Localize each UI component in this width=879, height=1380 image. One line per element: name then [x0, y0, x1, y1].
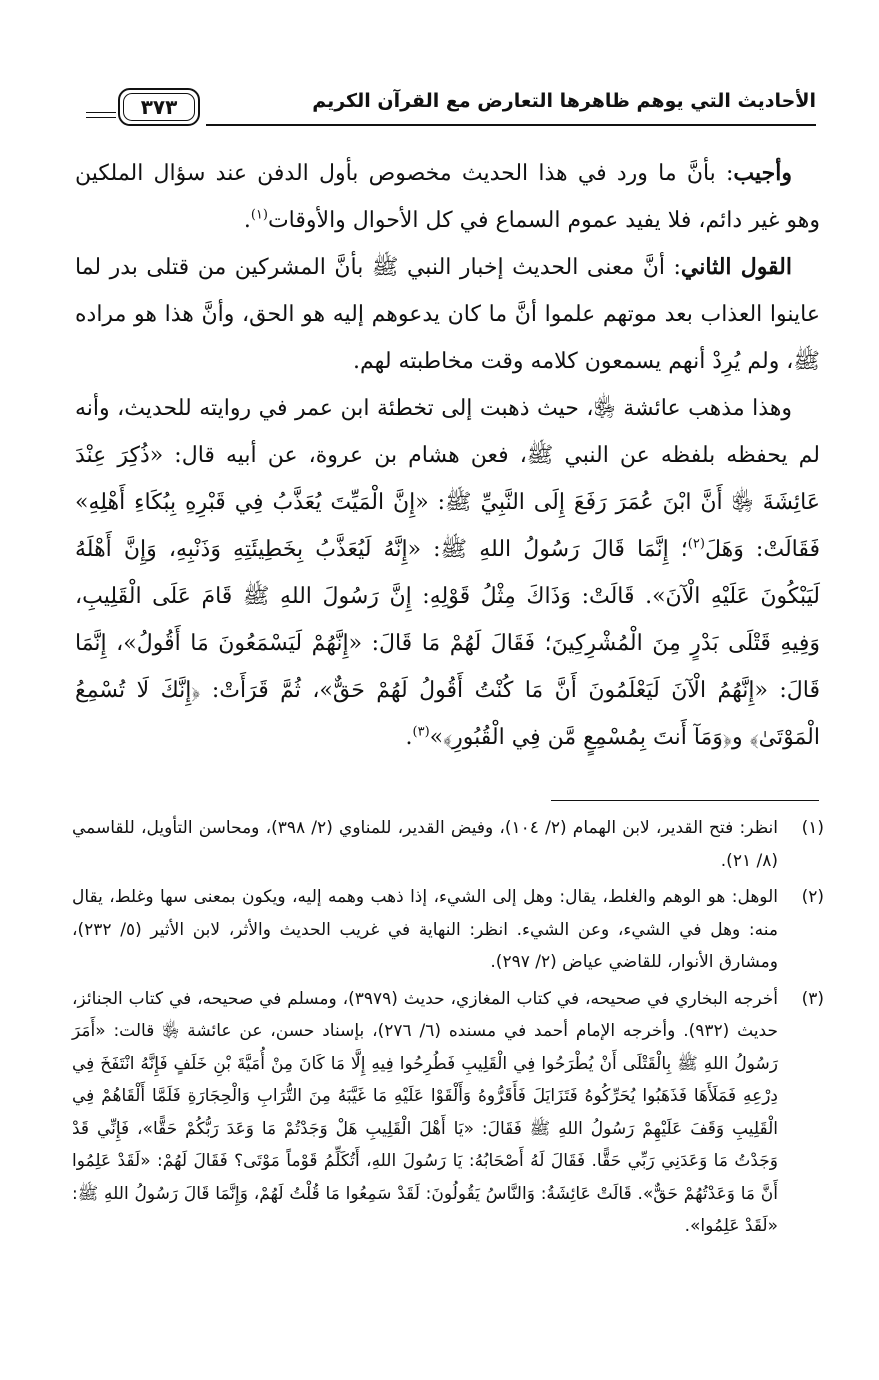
footnote-text: انظر: فتح القدير، لابن الهمام (٢/ ١٠٤)، وفيض القدير، للمناوي (٢/ ٣٩٨)، ومحاسن التأويل، للقاسمي (٨/ ٢١).: [72, 818, 778, 871]
footnote-text: أخرجه البخاري في صحيحه، في كتاب المغازي، حديث (٣٩٧٩)، ومسلم في صحيحه، في كتاب الجنائز، حديث (٩٣٢). وأخرجه الإمام أحمد في مسنده (٦/ ٢٧٦)، بإسناد حسن، عن عائشة ﵂ قالت: «أَمَرَ رَسُولُ اللهِ ﷺ بِالْقَتْلَى أَنْ يُطْرَحُوا فِي الْقَلِيبِ فَطُرِحُوا فِيهِ إِلَّا مَا كَانَ مِنْ أُمَيَّةَ بْنِ خَلَفٍ فَإِنَّهُ انْتَفَخَ فِي دِرْعِهِ فَمَلَأَهَا فَذَهَبُوا يُحَرِّكُوهُ فَتَزَايَلَ فَأَقَرُّوهُ وَأَلْقَوْا عَلَيْهِ مَا غَيَّبَهُ مِنَ التُّرَابِ وَالْحِجَارَةِ فَلَمَّا أَلْقَاهُمْ فِي الْقَلِيبِ وَقَفَ عَلَيْهِمْ رَسُولُ اللهِ ﷺ فَقَالَ: «يَا أَهْلَ الْقَلِيبِ هَلْ وَجَدْتُمْ مَا وَعَدَ رَبُّكُمْ حَقًّا»، فَإِنِّي قَدْ وَجَدْتُ مَا وَعَدَنِي رَبِّي حَقًّا. فَقَالَ لَهُ أَصْحَابُهُ: يَا رَسُولَ اللهِ، أَتُكَلِّمُ قَوْماً مَوْتَى؟ فَقَالَ لَهُمْ: «لَقَدْ عَلِمُوا أَنَّ مَا وَعَدْتُهُمْ حَقٌّ». قَالَتْ عَائِشَةُ: وَالنَّاسُ يَقُولُونَ: لَقَدْ سَمِعُوا مَا قُلْتُ لَهُمْ، وَإِنَّمَا قَالَ رَسُولُ اللهِ ﷺ: «لَقَدْ عَلِمُوا».: [72, 988, 778, 1236]
footnotes: [72, 812, 824, 1247]
aisha-view-text: وهذا مذهب عائشة ﵂، حيث ذهبت إلى تخطئة ابن عمر في روايته للحديث، وأنه لم يحفظه بلفظه عن النبي ﷺ، فعن هشام بن عروة، عن أبيه قال: «ذُكِرَ عِنْدَ عَائِشَةَ ﵂ أَنَّ ابْنَ عُمَرَ رَفَعَ إِلَى النَّبِيِّ ﷺ: «إِنَّ الْمَيِّتَ يُعَذَّبُ فِي قَبْرِهِ بِبُكَاءِ أَهْلِهِ» فَقَالَتْ: وَهَلَ: [75, 396, 820, 562]
footnote-2: [72, 881, 824, 979]
paragraph-answer: [75, 150, 820, 244]
aisha-view-end: .: [405, 725, 413, 750]
page-number-frame: [118, 88, 200, 126]
footnote-separator: [551, 800, 819, 801]
aisha-view-text-2: ؛ إِنَّمَا قَالَ رَسُولُ اللهِ ﷺ: «إِنَّهُ لَيُعَذَّبُ بِخَطِيئَتِهِ وَذَنْبِهِ، وَإِنَّ أَهْلَهُ لَيَبْكُونَ عَلَيْهِ الْآنَ». قَالَتْ: وَذَاكَ مِثْلُ قَوْلِهِ: إِنَّ رَسُولَ اللهِ ﷺ قَامَ عَلَى الْقَلِيبِ، وَفِيهِ قَتْلَى بَدْرٍ مِنَ الْمُشْرِكِينَ؛ فَقَالَ لَهُمْ مَا قَالَ: «إِنَّهُمْ لَيَسْمَعُونَ مَا أَقُولُ»، إِنَّمَا قَالَ: «إِنَّهُمُ الْآنَ لَيَعْلَمُونَ أَنَّ مَا كُنْتُ أَقُولُ لَهُمْ حَقٌّ»، ثُمَّ قَرَأَتْ: ﴿إِنَّكَ لَا تُسْمِعُ الْمَوْتَىٰ﴾ و﴿وَمَآ أَنتَ بِمُسْمِعٍ مَّن فِي الْقُبُورِ﴾»: [75, 537, 820, 750]
paragraph-second-opinion: [75, 244, 820, 385]
footnote-1: [72, 812, 824, 877]
footnote-number: (١): [801, 818, 824, 838]
footnote-text: الوهل: هو الوهم والغلط، يقال: وهل إلى الشيء، إذا ذهب وهمه إليه، ويكون بمعنى سها وغلط، يقال منه: وهل في الشيء، وعن الشيء. انظر: النهاية في غريب الحديث والأثر، لابن الأثير (٥/ ٢٣٢)، ومشارق الأنوار، للقاضي عياض (٢/ ٢٩٧).: [72, 887, 778, 972]
paragraph-aisha-view: [75, 385, 820, 761]
answer-end: .: [243, 208, 251, 233]
running-title: الأحاديث التي يوهم ظاهرها التعارض مع القرآن الكريم: [312, 90, 816, 112]
running-header: [86, 86, 816, 132]
second-opinion-text: : أنَّ معنى الحديث إخبار النبي ﷺ بأنَّ المشركين من قتلى بدر لما عاينوا العذاب بعد موتهم علموا أنَّ ما كان يدعوهم إليه هو الحق، وأنَّ هذا هو مراده ﷺ، ولم يُرِدْ أنهم يسمعون كلامه وقت مخاطبته لهم.: [75, 255, 820, 374]
footnote-3: [72, 983, 824, 1243]
second-opinion-lead: القول الثاني: [680, 254, 793, 280]
footnote-number: (٢): [801, 887, 824, 907]
footnote-ref-3[interactable]: (٣): [412, 724, 430, 740]
answer-text: : بأنَّ ما ورد في هذا الحديث مخصوص بأول الدفن عند سؤال الملكين وهو غير دائم، فلا يفيد عموم السماع في كل الأحوال والأوقات: [75, 161, 820, 233]
page-number: ٣٧٣: [140, 95, 178, 119]
footnote-ref-2[interactable]: (٢): [687, 536, 705, 552]
header-left-rules: [86, 112, 116, 124]
header-rule: [206, 124, 816, 126]
answer-lead: وأجيب: [733, 160, 792, 186]
footnote-ref-1[interactable]: (١): [250, 207, 268, 223]
footnote-number: (٣): [801, 988, 824, 1009]
main-text: [75, 150, 820, 761]
